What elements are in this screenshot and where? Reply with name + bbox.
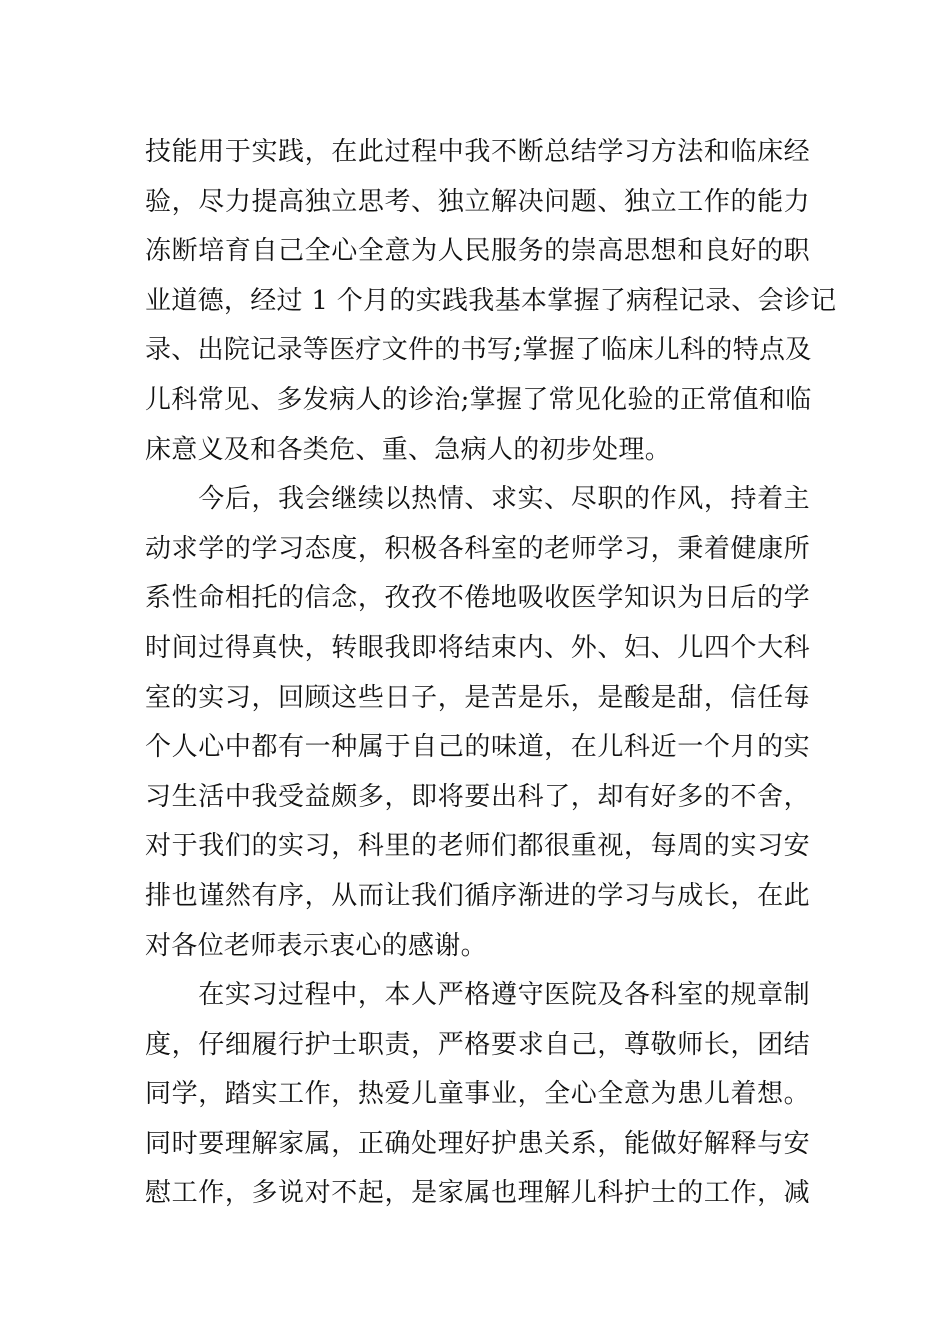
text-line: 慰工作，多说对不起，是家属也理解儿科护士的工作，减 — [145, 1178, 810, 1209]
text-line: 排也谨然有序，从而让我们循序渐进的学习与成长，在此 — [145, 880, 810, 911]
text-line: 技能用于实践，在此过程中我不断总结学习方法和临床经 — [145, 137, 810, 167]
text-line: 动求学的学习态度，积极各科室的老师学习，秉着健康所 — [145, 533, 810, 564]
text-line: 同时要理解家属，正确处理好护患关系，能做好解释与安 — [145, 1128, 810, 1159]
text-line: 度，仔细履行护士职责，严格要求自己，尊敬师长，团结 — [145, 1029, 810, 1060]
text-line: 在实习过程中，本人严格遵守医院及各科室的规章制 — [145, 980, 810, 1011]
body-text — [145, 128, 837, 1219]
text-line: 个人心中都有一种属于自己的味道，在儿科近一个月的实 — [145, 732, 810, 763]
text-line: 儿科常见、多发病人的诊治;掌握了常见化验的正常值和临 — [145, 384, 812, 415]
text-line: 验，尽力提高独立思考、独立解决问题、独立工作的能力 — [145, 186, 810, 217]
text-line: 录、出院记录等医疗文件的书写;掌握了临床儿科的特点及 — [145, 335, 812, 366]
text-line: 对于我们的实习，科里的老师们都很重视，每周的实习安 — [145, 831, 810, 862]
text-line: 冻断培育自己全心全意为人民服务的崇高思想和良好的职 — [145, 236, 810, 267]
text-line: 床意义及和各类危、重、急病人的初步处理。 — [145, 434, 672, 465]
text-line: 同学，踏实工作，热爱儿童事业，全心全意为患儿着想。 — [145, 1079, 810, 1110]
text-line: 今后，我会继续以热情、求实、尽职的作风，持着主 — [145, 484, 810, 515]
text-line: 系性命相托的信念，孜孜不倦地吸收医学知识为日后的学 — [145, 583, 810, 614]
text-line: 对各位老师表示衷心的感谢。 — [145, 930, 487, 961]
text-line: 业道德，经过 1 个月的实践我基本掌握了病程记录、会诊记 — [145, 285, 837, 316]
text-line: 时间过得真快，转眼我即将结束内、外、妇、儿四个大科 — [145, 632, 810, 663]
text-line: 室的实习，回顾这些日子，是苦是乐，是酸是甜，信任每 — [145, 682, 810, 713]
text-line: 习生活中我受益颇多，即将要出科了，却有好多的不舍， — [145, 781, 810, 812]
